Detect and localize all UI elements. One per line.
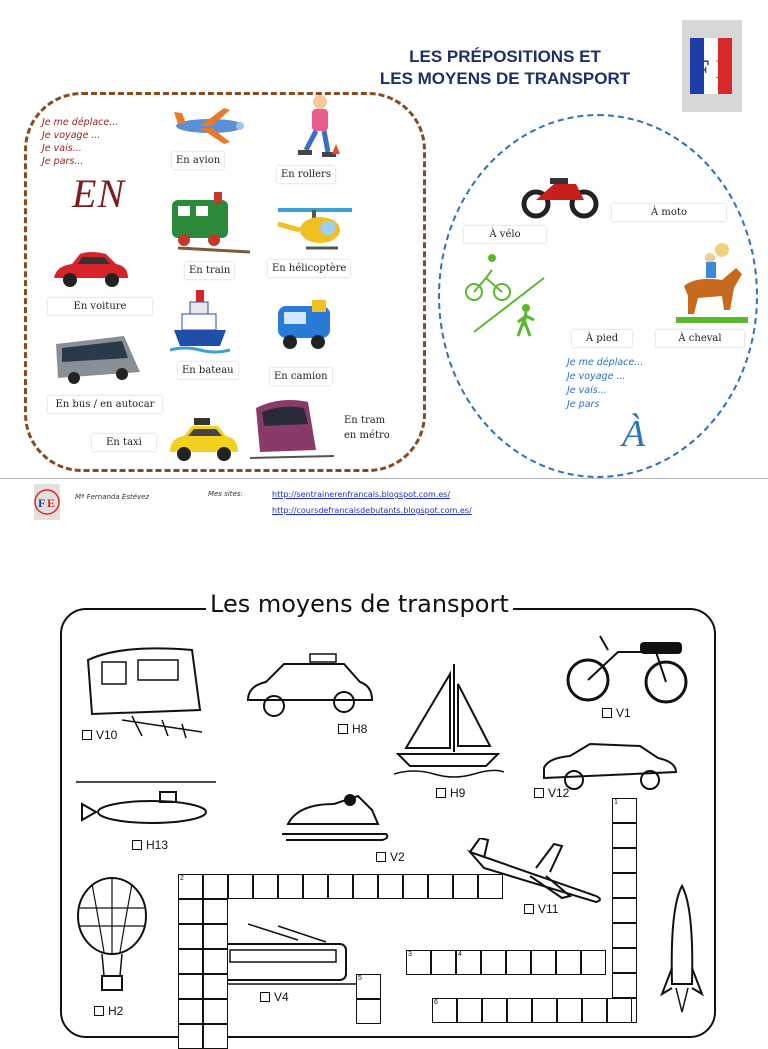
label-en-camion: En camion [270,368,332,385]
crossword-cell[interactable] [403,874,428,899]
crossword-cell[interactable] [178,974,203,999]
crossword-cell[interactable] [581,950,606,975]
a-big-letter: À [622,413,646,455]
crossword-cell[interactable] [531,950,556,975]
svg-text:F: F [38,496,46,510]
en-intro-text [42,116,118,168]
crossword-cell[interactable] [203,999,228,1024]
motorbike-drawing-icon [564,628,690,708]
truck-icon [272,296,336,356]
airplane-icon [170,104,250,150]
rocket-drawing-icon [660,884,704,1018]
label-a-cheval: À cheval [656,330,744,347]
crossword-cell[interactable] [203,899,228,924]
clue-label: V4 [274,990,289,1004]
en-intro-line: Je me déplace... [42,117,119,128]
car-icon [50,248,130,292]
crossword-cell[interactable] [612,898,637,923]
train-drawing-icon [82,640,212,740]
crossword-cell[interactable] [356,974,381,999]
label-en-rollers: En rollers [277,166,335,183]
en-big-letter: EN [72,171,126,216]
crossword-cell[interactable] [556,950,581,975]
crossword-cell[interactable] [431,950,456,975]
clue-number: 4 [458,951,462,958]
bus-icon [52,332,144,386]
snowmobile-drawing-icon [278,790,390,846]
bike-and-walk-icon [460,250,550,340]
clue-label: H9 [450,786,466,800]
crossword-cell[interactable] [612,848,637,873]
crossword-cell[interactable] [178,949,203,974]
checkbox-h8[interactable] [338,722,367,736]
crossword-cell[interactable] [456,950,481,975]
clue-number: 6 [434,999,438,1006]
balloon-drawing-icon [74,876,150,1000]
label-en-avion: En avion [172,152,224,169]
crossword-cell[interactable] [178,999,203,1024]
en-intro-line: Je vais... [42,143,82,154]
crossword-cell[interactable] [203,949,228,974]
clue-label: V2 [390,850,405,864]
roller-skater-icon [290,92,340,164]
crossword-cell[interactable] [612,873,637,898]
author-name: Mª Fernanda Estévez [75,493,150,501]
blog-link-2[interactable]: http://coursdefrancaisdebutants.blogspot.com.es/ [272,506,472,515]
crossword-cell[interactable] [557,998,582,1023]
crossword-cell[interactable] [532,998,557,1023]
crossword-cell[interactable] [607,998,632,1023]
label-a-velo: À vélo [464,226,546,243]
checkbox-v2[interactable] [376,850,405,864]
crossword-cell[interactable] [203,974,228,999]
title-line-1: LES PRÉPOSITIONS ET [409,47,601,66]
crossword-cell[interactable] [278,874,303,899]
checkbox-h9[interactable] [436,786,465,800]
submarine-drawing-icon [76,776,216,832]
clue-label: V12 [548,786,570,800]
crossword-cell[interactable] [481,950,506,975]
checkbox-v1[interactable] [602,706,631,720]
crossword-cell[interactable] [353,874,378,899]
label-en-train: En train [185,262,234,279]
crossword-cell[interactable] [356,999,381,1024]
checkbox-v10[interactable] [82,728,117,742]
clue-number: 1 [614,799,618,806]
sailboat-drawing-icon [394,660,504,780]
svg-text:E: E [47,496,56,510]
label-a-moto: À moto [612,204,726,221]
ship-icon [170,286,230,358]
a-intro-line: Je me déplace... [567,357,644,368]
checkbox-h13[interactable] [132,838,168,852]
label-en-bateau: En bateau [178,362,238,379]
crossword-cell[interactable] [328,874,353,899]
fle-small-logo [34,484,60,520]
crossword-cell[interactable] [612,973,637,998]
svg-text:E: E [716,55,734,84]
clue-number: 5 [358,975,362,982]
crossword-cell[interactable] [582,998,607,1023]
crossword-cell[interactable] [178,874,203,899]
en-intro-line: Je pars... [42,156,84,167]
crossword-cell[interactable] [178,924,203,949]
taxi-icon [166,414,242,466]
clue-number: 3 [408,951,412,958]
crossword-cell[interactable] [253,874,278,899]
tram-icon [250,394,334,464]
checkbox-v4[interactable] [260,990,289,1004]
crossword-cell[interactable] [432,998,457,1023]
crossword-cell[interactable] [178,1024,203,1049]
crossword-cell[interactable] [453,874,478,899]
crossword-cell[interactable] [203,924,228,949]
crossword-cell[interactable] [478,874,503,899]
clue-label: V11 [538,902,559,916]
a-intro-line: Je vais... [567,385,607,396]
a-intro-text [567,356,643,412]
clue-label: V10 [96,728,118,742]
section-divider [0,478,768,479]
crossword-cell[interactable] [406,950,431,975]
sites-label: Mes sites: [208,490,243,498]
crossword-cell[interactable] [203,1024,228,1049]
label-en-taxi: En taxi [92,434,156,451]
crossword-cell[interactable] [457,998,482,1023]
helicopter-icon [272,200,358,256]
crossword-cell[interactable] [506,950,531,975]
crossword-cell[interactable] [612,823,637,848]
crossword-cell[interactable] [203,874,228,899]
crossword-cell[interactable] [228,874,253,899]
crossword-cell[interactable] [178,899,203,924]
checkbox-v12[interactable] [534,786,569,800]
label-en-voiture: En voiture [48,298,152,315]
tram-drawing-icon [208,922,358,988]
train-icon [168,182,252,254]
clue-label: H13 [146,838,169,852]
blog-link-1[interactable]: http://sentrainerenfrancais.blogspot.com.es/ [272,490,451,499]
crossword-cell[interactable] [428,874,453,899]
clue-label: V1 [616,706,631,720]
label-en-bus: En bus / en autocar [48,396,162,413]
motorbike-icon [520,170,600,220]
label-en-tram [340,410,394,446]
crossword-cell[interactable] [612,798,637,823]
clue-label: H2 [108,1004,124,1018]
svg-text:F: F [694,55,710,84]
title-line-2: LES MOYENS DE TRANSPORT [379,69,631,88]
crossword-cell[interactable] [507,998,532,1023]
horse-rider-icon [676,240,748,326]
en-intro-line: Je voyage ... [42,130,101,141]
a-intro-line: Je pars [567,399,600,410]
checkbox-h2[interactable] [94,1004,123,1018]
fle-logo [682,20,742,112]
clue-label: H8 [352,722,368,736]
crossword-cell[interactable] [303,874,328,899]
label-a-pied: À pied [572,330,632,347]
crossword-cell[interactable] [612,923,637,948]
page-title [340,46,670,90]
clue-number: 2 [180,875,184,882]
taxi-drawing-icon [244,650,376,730]
worksheet-title: Les moyens de transport [206,590,513,618]
checkbox-v11[interactable] [524,902,558,916]
crossword-cell[interactable] [612,948,637,973]
label-metro-line: en métro [344,430,390,441]
crossword-cell[interactable] [482,998,507,1023]
a-intro-line: Je voyage ... [567,371,626,382]
crossword-cell[interactable] [378,874,403,899]
label-en-helicoptere: En hélicoptère [268,260,350,277]
label-tram-line: En tram [344,415,386,426]
